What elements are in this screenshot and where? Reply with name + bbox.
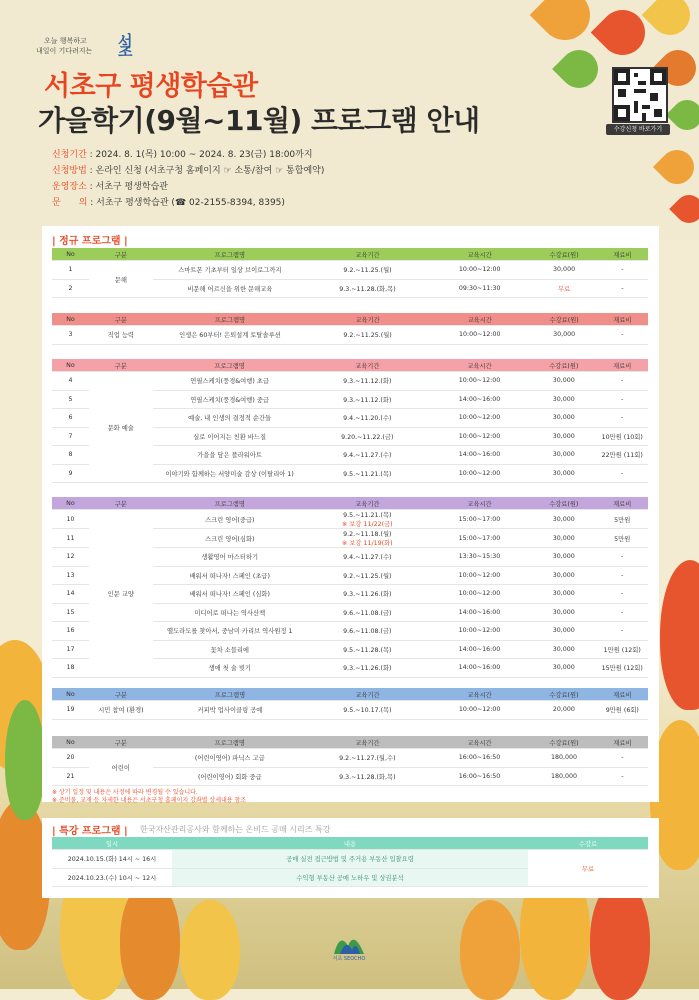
table-row xyxy=(52,372,648,391)
note-1: ※ 상기 일정 및 내용은 사정에 따라 변경될 수 있습니다. xyxy=(52,789,198,796)
table-cell: 15만원 (12회) xyxy=(596,659,648,678)
special-content: 공매 실전 접근방법 및 주거용 부동산 입찰요령 xyxy=(172,850,528,869)
table-cell: 15:00~17:00 xyxy=(428,510,531,529)
table-cell: 6 xyxy=(52,409,89,428)
table-cell: 16 xyxy=(52,622,89,641)
table-cell: 생활영어 마스터하기 xyxy=(153,548,307,567)
table-cell: 11 xyxy=(52,529,89,548)
table-header-cell: 재료비 xyxy=(596,497,648,510)
table-cell: 14:00~16:00 xyxy=(428,640,531,659)
table-cell: 스크린 영어(심화) xyxy=(153,529,307,548)
table-cell: 옐도라도를 찾아서, 중남미 카리브 역사원정 1 xyxy=(153,622,307,641)
table-cell: 1만원 (12회) xyxy=(596,640,648,659)
info-row xyxy=(52,163,324,179)
table-header-cell: No xyxy=(52,736,89,749)
info-value: 온라인 신청 (서초구청 홈페이지 ☞ 소통/참여 ☞ 통합예약) xyxy=(95,166,325,176)
info-separator: : xyxy=(86,166,96,176)
table-cell: 30,000 xyxy=(531,390,596,409)
table-cell: 연필스케치(풍경&여행) 초급 xyxy=(153,372,307,391)
program-table xyxy=(52,359,648,483)
info-value: 2024. 8. 1(목) 10:00 ~ 2024. 8. 23(금) 18:00까지 xyxy=(95,150,313,160)
table-cell: 14:00~16:00 xyxy=(428,603,531,622)
table-cell: 14:00~16:00 xyxy=(428,659,531,678)
table-cell: 14:00~16:00 xyxy=(428,390,531,409)
table-cell: - xyxy=(596,622,648,641)
table-cell: 9.3.~11.12.(화) xyxy=(307,390,428,409)
table-cell: 30,000 xyxy=(531,446,596,465)
table-cell: 9.3.~11.28.(화,목) xyxy=(307,279,428,298)
table-cell: 9.3.~11.28.(화,목) xyxy=(307,767,428,786)
table-header-cell: 재료비 xyxy=(597,248,648,261)
table-cell: 예술, 내 인생의 결정적 순간들 xyxy=(153,409,307,428)
table-cell xyxy=(307,529,428,548)
program-table xyxy=(52,736,648,786)
table-cell: 10:00~12:00 xyxy=(428,701,531,720)
table-cell: 이야기와 함께하는 서양미술 감상 (이탈리아 1) xyxy=(153,464,307,483)
program-table xyxy=(52,248,648,298)
table-header-cell: 구분 xyxy=(89,688,153,701)
table-cell: 9.2.~11.27.(월,수) xyxy=(307,749,428,768)
table-cell: 9.5.~11.21.(목) xyxy=(307,464,428,483)
table-header-cell: 수강료(원) xyxy=(531,248,596,261)
table-cell: - xyxy=(596,464,648,483)
table-cell: 생애 첫 술 빚기 xyxy=(153,659,307,678)
table-header-cell: 수강료(원) xyxy=(531,497,596,510)
table-header-row xyxy=(52,736,648,749)
special-header-fee: 수강료 xyxy=(528,837,648,850)
table-cell: - xyxy=(596,390,648,409)
table-cell: 10:00~12:00 xyxy=(428,261,531,280)
table-cell: 15:00~17:00 xyxy=(428,529,531,548)
table-header-cell: No xyxy=(52,497,89,510)
table-cell: 9.3.~11.26.(화) xyxy=(307,659,428,678)
table-cell: 16:00~16:50 xyxy=(428,767,531,786)
table-header-cell: 구분 xyxy=(89,497,153,510)
table-header-cell: 프로그램명 xyxy=(153,359,307,372)
special-content: 수익형 부동산 공매 노하우 및 상권분석 xyxy=(172,868,528,887)
brand-name: 서초 xyxy=(118,32,133,60)
table-cell: 3 xyxy=(52,326,89,345)
slogan-line1: 오늘 행복하고 xyxy=(44,37,87,45)
table-cell: 17 xyxy=(52,640,89,659)
info-label: 신청기간 xyxy=(52,150,87,160)
table-cell: 어린이 xyxy=(89,749,153,786)
table-cell: 14 xyxy=(52,585,89,604)
info-label: 문 의 xyxy=(52,198,88,208)
table-header-cell: 구분 xyxy=(89,736,153,749)
table-cell: 9.4.~11.20.(수) xyxy=(307,409,428,428)
regular-section-title: | 정규 프로그램 | xyxy=(52,236,128,247)
page-title-line2: 가을학기(9월~11월) 프로그램 안내 xyxy=(38,104,480,137)
special-date: 2024.10.15.(화) 14시 ~ 16시 xyxy=(52,850,172,869)
info-separator: : xyxy=(87,198,97,208)
table-cell: 9.2.~11.25.(월) xyxy=(307,566,428,585)
table-cell: 30,000 xyxy=(531,566,596,585)
table-cell: - xyxy=(596,548,648,567)
program-table xyxy=(52,497,648,678)
table-header-cell: No xyxy=(52,313,89,326)
table-cell: - xyxy=(597,261,648,280)
table-row xyxy=(52,261,648,280)
table-cell: 4 xyxy=(52,372,89,391)
table-cell: 인생은 60부터! 은퇴설계 토탈솔루션 xyxy=(153,326,307,345)
table-cell: (어린이영어) 회화 중급 xyxy=(153,767,307,786)
table-header-row xyxy=(52,497,648,510)
info-separator: : xyxy=(86,182,96,192)
table-cell: 배워서 떠나자! 스페인 (심화) xyxy=(153,585,307,604)
special-header-content: 내용 xyxy=(172,837,528,850)
table-cell: 14:00~16:00 xyxy=(428,446,531,465)
table-cell: 9.3.~11.26.(화) xyxy=(307,585,428,604)
table-cell: 9.3.~11.12.(화) xyxy=(307,372,428,391)
table-cell: 9.5.~10.17.(목) xyxy=(307,701,428,720)
table-cell: (어린이영어) 파닉스 고급 xyxy=(153,749,307,768)
table-cell: 5만원 xyxy=(596,510,648,529)
special-table xyxy=(52,837,648,887)
slogan-logo xyxy=(36,32,133,60)
table-cell: 10:00~12:00 xyxy=(428,585,531,604)
table-cell: 16:00~16:50 xyxy=(428,749,531,768)
table-header-cell: 교육기간 xyxy=(307,248,428,261)
program-table xyxy=(52,313,648,345)
table-header-row xyxy=(52,313,648,326)
info-separator: : xyxy=(86,150,96,160)
table-header-cell: 교육기간 xyxy=(307,497,428,510)
table-cell: 30,000 xyxy=(531,510,596,529)
table-cell: 15 xyxy=(52,603,89,622)
table-cell: 10:00~12:00 xyxy=(428,566,531,585)
table-cell: 30,000 xyxy=(531,372,596,391)
table-cell: 180,000 xyxy=(531,749,597,768)
special-date: 2024.10.23.(수) 10시 ~ 12시 xyxy=(52,868,172,887)
table-cell: - xyxy=(597,279,648,298)
table-cell: 30,000 xyxy=(531,659,596,678)
table-row xyxy=(52,701,648,720)
table-cell: 9.4.~11.27.(수) xyxy=(307,446,428,465)
table-header-cell: No xyxy=(52,359,89,372)
table-cell: 9.2.~11.25.(월) xyxy=(307,261,428,280)
table-cell: 30,000 xyxy=(531,409,596,428)
table-cell: 직업 능력 xyxy=(89,326,153,345)
table-header-cell: 재료비 xyxy=(597,313,648,326)
table-header-cell: 프로그램명 xyxy=(153,736,307,749)
table-cell: - xyxy=(596,585,648,604)
table-cell: - xyxy=(597,767,648,786)
notes xyxy=(52,789,246,805)
table-cell: - xyxy=(597,749,648,768)
table-header-cell: 구분 xyxy=(89,313,153,326)
table-cell: 19 xyxy=(52,701,89,720)
table-header-cell: 교육기간 xyxy=(307,736,428,749)
table-cell: 9.2.~11.25.(월) xyxy=(307,326,428,345)
period-text: 9.5.~11.21.(목) xyxy=(343,512,392,519)
table-cell: 9.6.~11.08.(금) xyxy=(307,622,428,641)
table-cell: 9만원 (6회) xyxy=(597,701,648,720)
table-header-cell: 재료비 xyxy=(597,688,648,701)
table-cell: 30,000 xyxy=(531,585,596,604)
table-cell: 스크린 영어(중급) xyxy=(153,510,307,529)
table-cell: 8 xyxy=(52,446,89,465)
table-cell: 10 xyxy=(52,510,89,529)
table-cell: 배워서 떠나자! 스페인 (초급) xyxy=(153,566,307,585)
table-cell: 30,000 xyxy=(531,326,596,345)
table-header-row xyxy=(52,688,648,701)
table-cell: 30,000 xyxy=(531,261,596,280)
table-header-cell: 재료비 xyxy=(597,736,648,749)
table-cell: 10:00~12:00 xyxy=(428,326,531,345)
info-label: 신청방법 xyxy=(52,166,87,176)
table-row xyxy=(52,749,648,768)
program-card xyxy=(42,226,659,802)
table-header-cell: 수강료(원) xyxy=(531,736,597,749)
table-row xyxy=(52,326,648,345)
table-header-row xyxy=(52,359,648,372)
special-fee: 무료 xyxy=(528,850,648,887)
table-cell: 30,000 xyxy=(531,464,596,483)
qr-label: 수강신청 바로가기 xyxy=(606,124,670,135)
makeup-class-note: ※ 보강 11/19(화) xyxy=(342,540,393,547)
slogan-line2: 내일이 기다려지는 xyxy=(36,47,93,55)
table-cell: 10:00~12:00 xyxy=(428,372,531,391)
table-cell: 9 xyxy=(52,464,89,483)
table-header-cell: 프로그램명 xyxy=(153,688,307,701)
table-header-cell: 구분 xyxy=(89,359,153,372)
table-cell: 인문 교양 xyxy=(89,510,153,678)
table-cell: 10:00~12:00 xyxy=(428,409,531,428)
info-row xyxy=(52,147,324,163)
table-header-cell: 교육시간 xyxy=(428,248,531,261)
table-header-cell: 수강료(원) xyxy=(531,688,596,701)
table-cell: 30,000 xyxy=(531,427,596,446)
table-header-cell: 교육시간 xyxy=(428,313,531,326)
table-header-cell: 교육시간 xyxy=(428,497,531,510)
table-cell: 가을을 담은 플라워아트 xyxy=(153,446,307,465)
table-cell: 30,000 xyxy=(531,548,596,567)
table-cell: 20 xyxy=(52,749,89,768)
table-header-cell: 교육시간 xyxy=(428,736,531,749)
table-cell: 2 xyxy=(52,279,89,298)
table-cell: 5 xyxy=(52,390,89,409)
info-value: 서초구 평생학습관 xyxy=(95,182,168,192)
table-header-cell: 수강료(원) xyxy=(531,359,596,372)
table-cell: 문해 xyxy=(89,261,153,298)
note-2: ※ 준비물, 교재 등 자세한 내용은 서초구청 홈페이지 강좌별 상세내용 참조 xyxy=(52,797,247,804)
table-cell: 10:00~12:00 xyxy=(428,427,531,446)
table-cell: 1 xyxy=(52,261,89,280)
special-header-date: 일시 xyxy=(52,837,172,850)
table-cell: 21 xyxy=(52,767,89,786)
table-cell: 09:30~11:30 xyxy=(428,279,531,298)
table-cell: 10:00~12:00 xyxy=(428,464,531,483)
table-cell: 연필스케치(풍경&여행) 중급 xyxy=(153,390,307,409)
table-header-cell: 프로그램명 xyxy=(153,497,307,510)
table-cell: 9.20.~11.22.(금) xyxy=(307,427,428,446)
program-table xyxy=(52,688,648,720)
table-cell: 13 xyxy=(52,566,89,585)
table-cell: 30,000 xyxy=(531,622,596,641)
table-cell: 커피박 업사이클링 공예 xyxy=(153,701,307,720)
table-cell: 20,000 xyxy=(531,701,596,720)
table-header-cell: No xyxy=(52,688,89,701)
table-cell: 13:30~15:30 xyxy=(428,548,531,567)
table-cell: 30,000 xyxy=(531,529,596,548)
table-header-cell: 수강료(원) xyxy=(531,313,596,326)
table-cell: 22만원 (11회) xyxy=(596,446,648,465)
table-cell: - xyxy=(596,603,648,622)
makeup-class-note: ※ 보강 11/22(금) xyxy=(342,521,393,528)
table-cell: 10만원 (10회) xyxy=(596,427,648,446)
table-cell: 꽃차 소믈리에 xyxy=(153,640,307,659)
table-cell: 비문해 어르신을 위한 문해교육 xyxy=(153,279,307,298)
info-row xyxy=(52,179,324,195)
qr-code-icon[interactable] xyxy=(612,67,668,123)
seocho-logo-text: 서초 SEOCHO xyxy=(332,956,366,962)
table-header-cell: 프로그램명 xyxy=(153,248,307,261)
table-cell: 5만원 xyxy=(596,529,648,548)
info-row xyxy=(52,195,324,211)
table-cell: 18 xyxy=(52,659,89,678)
table-header-cell: 교육기간 xyxy=(307,359,428,372)
table-header-cell: No xyxy=(52,248,89,261)
special-subtitle: 한국자산관리공사와 함께하는 온비드 공매 시리즈 특강 xyxy=(140,825,331,834)
table-cell: 미디어로 떠나는 역사산책 xyxy=(153,603,307,622)
table-row xyxy=(52,510,648,529)
table-header-cell: 교육기간 xyxy=(307,313,428,326)
info-list xyxy=(52,147,324,211)
table-cell: 문화 예술 xyxy=(89,372,153,483)
table-cell: 7 xyxy=(52,427,89,446)
table-cell: 9.4.~11.27.(수) xyxy=(307,548,428,567)
table-header-cell: 교육시간 xyxy=(428,688,531,701)
page-title-line1: 서초구 평생학습관 xyxy=(44,71,258,102)
table-header-cell: 교육기간 xyxy=(307,688,428,701)
table-cell: - xyxy=(597,326,648,345)
table-header-cell: 프로그램명 xyxy=(153,313,307,326)
table-cell: 시민 참여 (환경) xyxy=(89,701,153,720)
period-text: 9.2.~11.18.(월) xyxy=(343,531,392,538)
table-cell: 12 xyxy=(52,548,89,567)
table-cell: - xyxy=(596,566,648,585)
table-cell: 9.6.~11.08.(금) xyxy=(307,603,428,622)
table-header-cell: 구분 xyxy=(89,248,153,261)
table-cell: 30,000 xyxy=(531,603,596,622)
table-header-cell: 교육시간 xyxy=(428,359,531,372)
info-label: 운영장소 xyxy=(52,182,87,192)
table-cell: - xyxy=(596,372,648,391)
table-cell: 실로 이어지는 친환 바느질 xyxy=(153,427,307,446)
table-cell: 30,000 xyxy=(531,640,596,659)
table-cell: - xyxy=(596,409,648,428)
table-cell: 무료 xyxy=(531,279,596,298)
table-cell: 9.5.~11.28.(목) xyxy=(307,640,428,659)
special-section-title: | 특강 프로그램 | xyxy=(52,826,128,837)
info-value: 서초구 평생학습관 (☎ 02-2155-8394, 8395) xyxy=(96,198,285,208)
table-cell: 스마트폰 기초부터 일상 브이로그까지 xyxy=(153,261,307,280)
table-cell xyxy=(307,510,428,529)
table-header-row xyxy=(52,248,648,261)
special-card xyxy=(42,818,659,898)
table-header-cell: 재료비 xyxy=(596,359,648,372)
special-row xyxy=(52,850,648,869)
table-cell: 180,000 xyxy=(531,767,597,786)
table-cell: 10:00~12:00 xyxy=(428,622,531,641)
